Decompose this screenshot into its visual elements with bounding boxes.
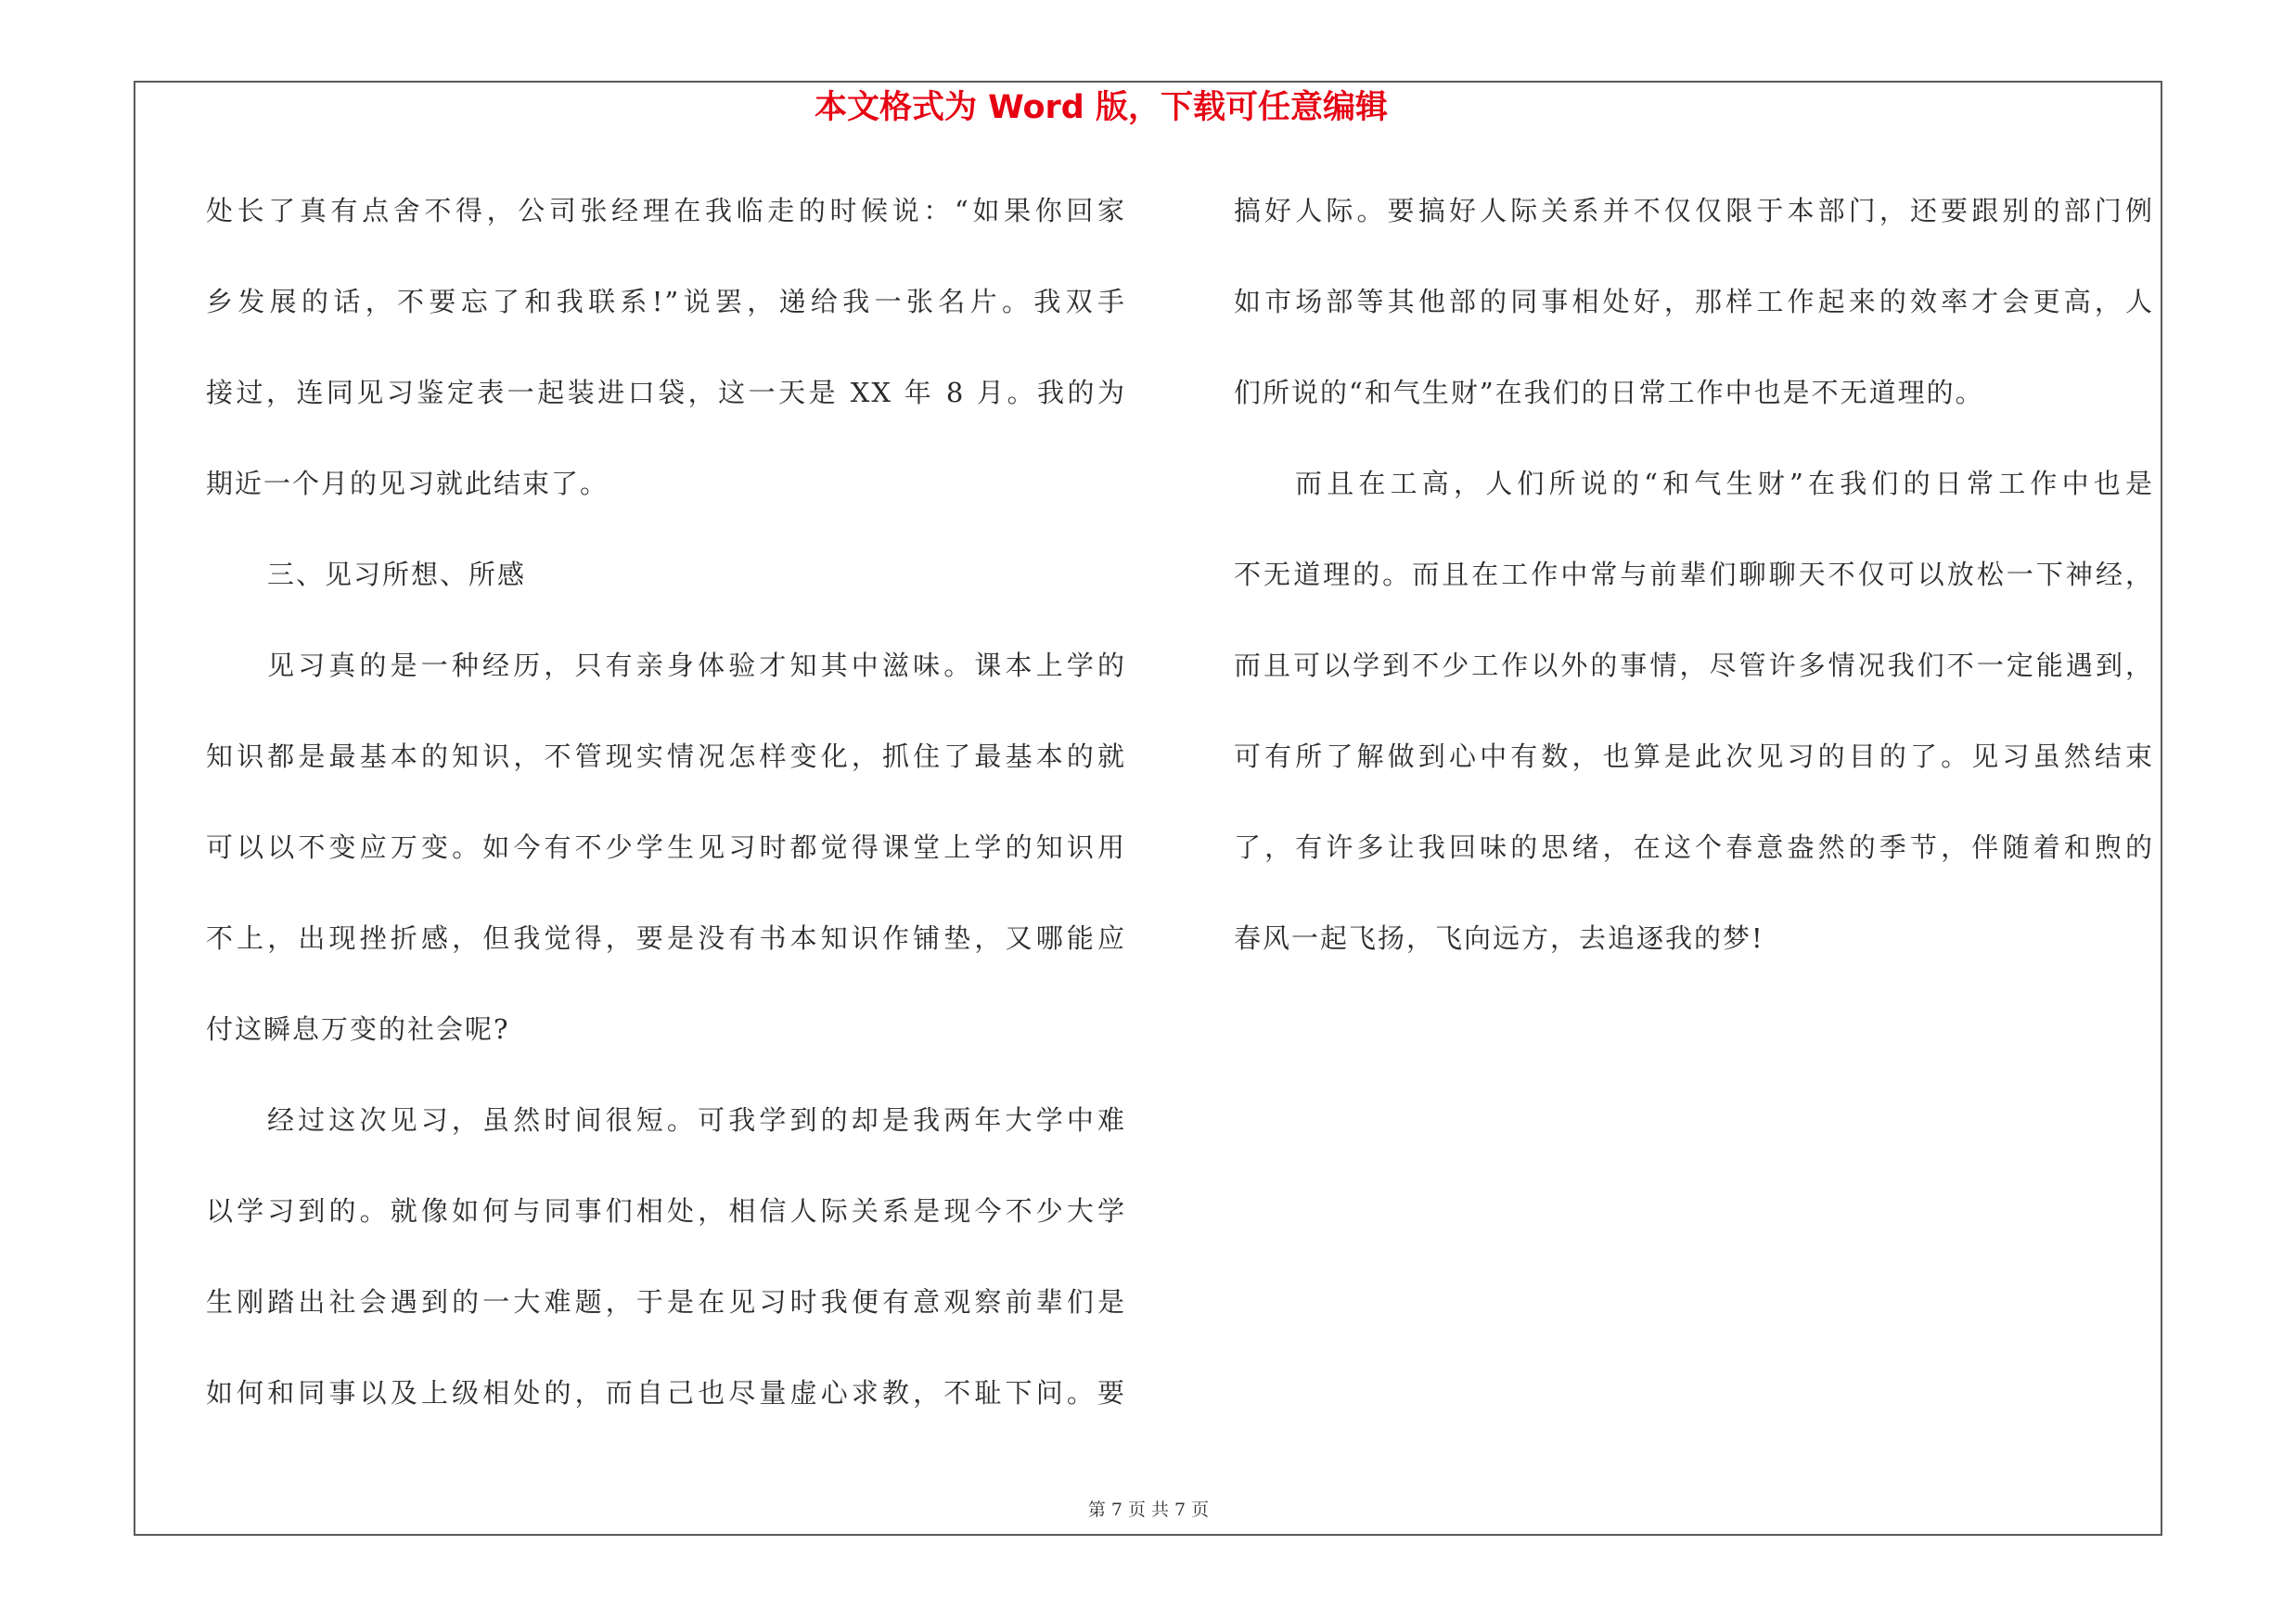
body-line: 可以以不变应万变。如今有不少学生见习时都觉得课堂上学的知识用 <box>206 831 1126 863</box>
body-line: 经过这次见习，虽然时间很短。可我学到的却是我两年大学中难 <box>267 1104 1126 1136</box>
body-line: 生刚踏出社会遇到的一大难题，于是在见习时我便有意观察前辈们是 <box>206 1286 1126 1318</box>
body-line: 以学习到的。就像如何与同事们相处，相信人际关系是现今不少大学 <box>206 1195 1126 1227</box>
paragraph <box>1234 165 2154 438</box>
format-notice: 本文格式为 Word 版，下载可任意编辑 <box>814 89 1389 126</box>
body-line: 了，有许多让我回味的思绪，在这个春意盎然的季节，伴随着和煦的 <box>1234 831 2154 863</box>
page-number-footer: 第 7 页 共 7 页 <box>1087 1500 1210 1520</box>
body-line: 付这瞬息万变的社会呢? <box>206 1013 510 1045</box>
body-line: 如何和同事以及上级相处的，而自己也尽量虚心求教，不耻下问。要 <box>206 1377 1126 1409</box>
body-line: 处长了真有点舍不得，公司张经理在我临走的时候说：“如果你回家 <box>206 195 1126 226</box>
body-line: 春风一起飞扬，飞向远方，去追逐我的梦! <box>1234 922 1764 954</box>
body-line: 不上，出现挫折感，但我觉得，要是没有书本知识作铺垫，又哪能应 <box>206 922 1126 954</box>
left-column <box>206 165 1126 1438</box>
paragraph <box>1234 438 2154 984</box>
body-line: 而且可以学到不少工作以外的事情，尽管许多情况我们不一定能遇到， <box>1234 650 2154 681</box>
body-line: 搞好人际。要搞好人际关系并不仅仅限于本部门，还要跟别的部门例 <box>1234 195 2154 226</box>
paragraph <box>206 1075 1126 1438</box>
body-line: 见习真的是一种经历，只有亲身体验才知其中滋味。课本上学的 <box>267 650 1126 681</box>
body-line: 不无道理的。而且在工作中常与前辈们聊聊天不仅可以放松一下神经， <box>1234 559 2154 590</box>
section-heading-text: 三、见习所想、所感 <box>267 559 527 590</box>
paragraph <box>206 620 1126 1075</box>
body-line: 们所说的“和气生财”在我们的日常工作中也是不无道理的。 <box>1234 377 1984 408</box>
paragraph <box>206 165 1126 529</box>
section-heading <box>206 529 1126 620</box>
body-line: 可有所了解做到心中有数，也算是此次见习的目的了。见习虽然结束 <box>1234 741 2154 772</box>
body-line: 知识都是最基本的知识，不管现实情况怎样变化，抓住了最基本的就 <box>206 741 1126 772</box>
body-line: 而且在工高，人们所说的“和气生财”在我们的日常工作中也是 <box>1295 468 2154 499</box>
body-line: 乡发展的话，不要忘了和我联系!”说罢，递给我一张名片。我双手 <box>206 286 1126 317</box>
right-column <box>1234 165 2154 984</box>
body-line: 期近一个月的见习就此结束了。 <box>206 468 609 499</box>
body-line: 如市场部等其他部的同事相处好，那样工作起来的效率才会更高，人 <box>1234 286 2154 317</box>
body-line: 接过，连同见习鉴定表一起装进口袋，这一天是 XX 年 8 月。我的为 <box>206 377 1126 408</box>
